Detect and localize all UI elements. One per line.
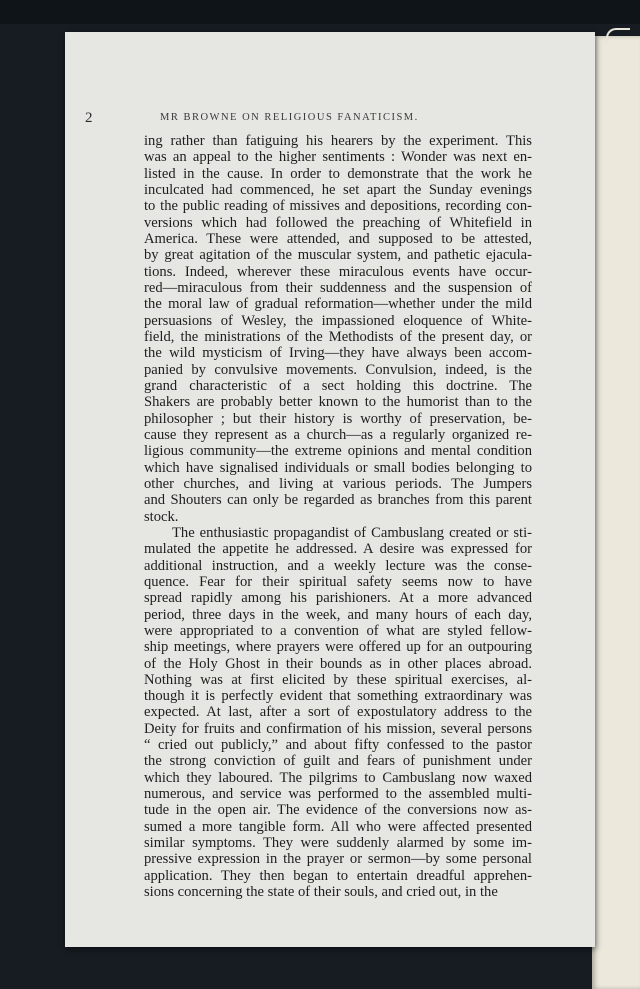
text-line: were appropriated to a convention of what are styled fellow- bbox=[144, 622, 532, 639]
text-line: Shakers are probably better known to the humorist than to the bbox=[144, 394, 532, 411]
text-line: grand characteristic of a sect holding this doctrine. The bbox=[144, 377, 532, 394]
text-line: ship meetings, where prayers were offered up for an outpouring bbox=[144, 639, 532, 656]
text-line: though it is perfectly evident that something extraordinary was bbox=[144, 688, 532, 705]
text-line: sumed a more tangible form. All who were affected presented bbox=[144, 818, 532, 835]
text-line: was an appeal to the higher sentiments : Wonder was next en- bbox=[144, 149, 532, 166]
text-line: listed in the cause. In order to demonstrate that the work he bbox=[144, 165, 532, 182]
text-line: ing rather than fatiguing his hearers by the experiment. This bbox=[144, 133, 532, 149]
page-fold-mark bbox=[606, 28, 630, 44]
scan-backdrop bbox=[0, 0, 640, 24]
text-line: similar symptoms. They were suddenly alarmed by some im- bbox=[144, 835, 532, 852]
text-line: quence. Fear for their spiritual safety seems now to have bbox=[144, 573, 532, 590]
text-line: the moral law of gradual reformation—whether under the mild bbox=[144, 296, 532, 313]
text-line: ligious community—the extreme opinions and mental condition bbox=[144, 443, 532, 460]
text-line: to the public reading of missives and depositions, recording con- bbox=[144, 198, 532, 215]
text-line: philosopher ; but their history is worthy of preservation, be- bbox=[144, 410, 532, 427]
adjacent-page-edge bbox=[592, 36, 640, 989]
text-line: sions concerning the state of their souls, and cried out, in the bbox=[144, 884, 498, 901]
text-line: stock. bbox=[144, 508, 179, 525]
text-line: inculcated had commenced, he set apart the Sunday evenings bbox=[144, 181, 532, 198]
text-line: mulated the appetite he addressed. A desire was expressed for bbox=[144, 541, 532, 558]
text-line: other churches, and living at various periods. The Jumpers bbox=[144, 475, 532, 492]
text-line: field, the ministrations of the Methodists of the present day, or bbox=[144, 328, 532, 345]
page-number: 2 bbox=[85, 110, 93, 126]
text-line: red—miraculous from their suddenness and the suspension of bbox=[144, 279, 532, 296]
text-line: persuasions of Wesley, the impassioned eloquence of White- bbox=[144, 312, 532, 329]
text-line: by great agitation of the muscular system, and pathetic ejacula- bbox=[144, 247, 532, 264]
text-line: tions. Indeed, wherever these miraculous events have occur- bbox=[144, 263, 532, 280]
text-line: versions which had followed the preaching of Whitefield in bbox=[144, 214, 532, 231]
running-head bbox=[85, 110, 525, 128]
text-line: period, three days in the week, and many hours of each day, bbox=[144, 606, 532, 623]
text-line: panied by convulsive movements. Convulsion, indeed, is the bbox=[144, 361, 532, 378]
text-line: America. These were attended, and supposed to be attested, bbox=[144, 230, 532, 247]
text-line: which have signalised individuals or small bodies belonging to bbox=[144, 459, 532, 476]
text-line: Nothing was at first elicited by these spiritual exercises, al- bbox=[144, 671, 532, 688]
text-line: pressive expression in the prayer or sermon—by some personal bbox=[144, 851, 532, 868]
text-line: numerous, and service was performed to the assembled multi- bbox=[144, 786, 532, 803]
text-line: The enthusiastic propagandist of Cambuslang created or sti- bbox=[172, 524, 532, 541]
text-line: tude in the open air. The evidence of the conversions now as- bbox=[144, 802, 532, 819]
text-line: and Shouters can only be regarded as branches from this parent bbox=[144, 492, 532, 509]
text-line: Deity for fruits and confirmation of his mission, several persons bbox=[144, 720, 532, 737]
text-line: which they laboured. The pilgrims to Cambuslang now waxed bbox=[144, 769, 532, 786]
text-line: the wild mysticism of Irving—they have always been accom- bbox=[144, 345, 532, 362]
text-line: application. They then began to entertain dreadful apprehen- bbox=[144, 867, 532, 884]
text-line: “ cried out publicly,” and about fifty confessed to the pastor bbox=[144, 737, 532, 754]
text-line: spread rapidly among his parishioners. At a more advanced bbox=[144, 590, 532, 607]
text-line: the strong conviction of guilt and fears of punishment under bbox=[144, 753, 532, 770]
text-line: cause they represent as a church—as a regularly organized re- bbox=[144, 426, 532, 443]
running-title: MR BROWNE ON RELIGIOUS FANATICISM. bbox=[160, 112, 419, 123]
text-line: additional instruction, and a weekly lecture was the conse- bbox=[144, 557, 532, 574]
body-text bbox=[144, 133, 532, 900]
text-line: expected. At last, after a sort of expostulatory address to the bbox=[144, 704, 532, 721]
text-line: of the Holy Ghost in their bounds as in other places abroad. bbox=[144, 655, 532, 672]
